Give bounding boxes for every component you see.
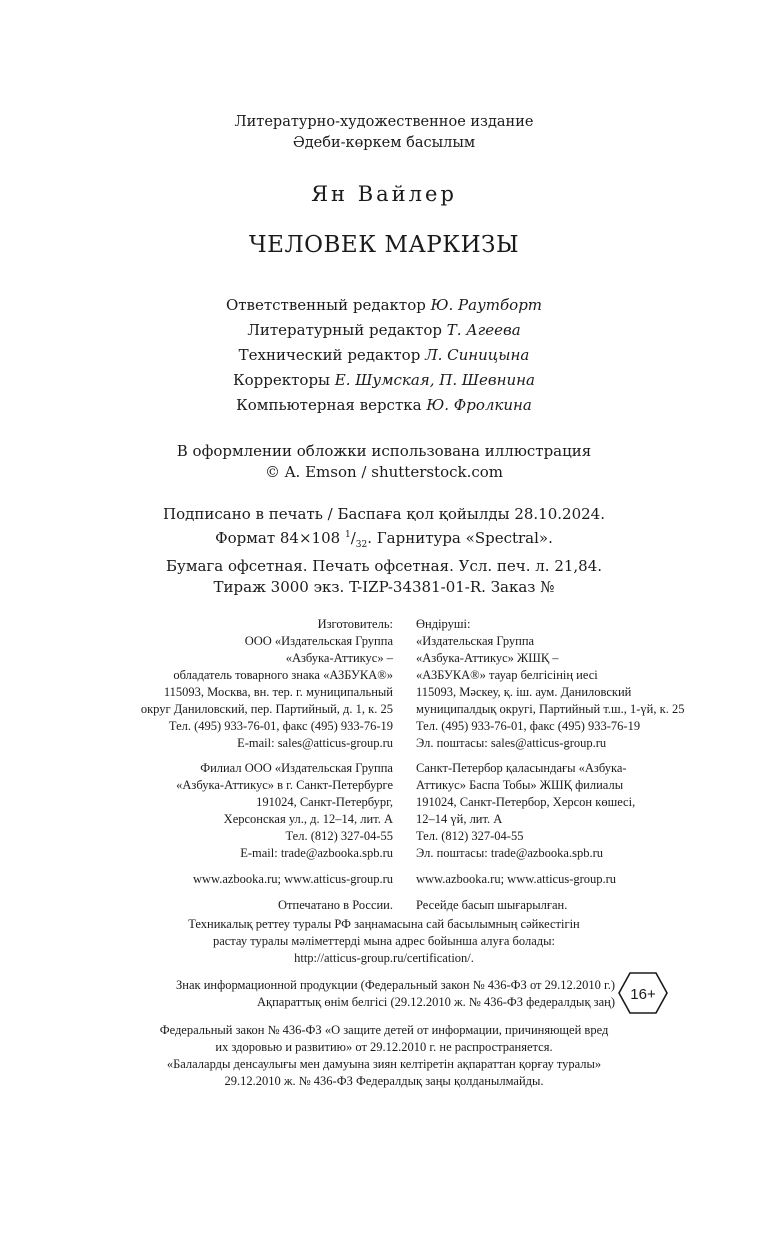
print-paper: Бумага офсетная. Печать офсетная. Усл. печ. л. 21,84. bbox=[165, 557, 603, 575]
print-format: Формат 84×108 $^1/_{32}$. Гарнитура «Spectral». bbox=[215, 529, 553, 550]
federal-law-line: Федеральный закон № 436-ФЗ «О защите детей от информации, причиняющей вред bbox=[159, 1023, 609, 1037]
manufacturer-line: Изготовитель: bbox=[317, 617, 393, 631]
publisher-column-kz bbox=[416, 616, 716, 914]
certification-url: http://atticus-group.ru/certification/. bbox=[294, 951, 474, 965]
editor-name: Ю. Фролкина bbox=[426, 396, 532, 414]
branch-line: «Азбука-Аттикус» в г. Санкт-Петербурге bbox=[176, 778, 393, 792]
federal-law-line: их здоровью и развитию» от 29.12.2010 г. не распространяется. bbox=[215, 1040, 553, 1054]
branch-line: 191024, Санкт-Петербург, bbox=[256, 795, 393, 809]
editor-line bbox=[0, 293, 768, 318]
info-product-sign bbox=[140, 977, 615, 1011]
websites: www.azbooka.ru; www.atticus-group.ru bbox=[416, 872, 617, 886]
manufacturer-line: «Азбука-Аттикус» ЖШҚ – bbox=[416, 651, 559, 665]
editor-line bbox=[0, 393, 768, 418]
format-frac-num: 1 bbox=[344, 530, 351, 540]
branch-line: Тел. (812) 327-04-55 bbox=[285, 829, 393, 843]
cover-credit bbox=[0, 441, 768, 483]
format-font: . Гарнитура «Spectral». bbox=[367, 529, 553, 547]
branch-email: Эл. поштасы: trade@azbooka.spb.ru bbox=[416, 846, 604, 860]
editor-role: Технический редактор bbox=[238, 346, 421, 364]
editor-line bbox=[0, 343, 768, 368]
manufacturer-line: муниципалдық округі, Партийный т.ш., 1-үй, к. 25 bbox=[416, 702, 685, 716]
certification-note bbox=[0, 916, 768, 967]
author-name: Ян Вайлер bbox=[311, 182, 457, 206]
editor-line bbox=[0, 368, 768, 393]
age-rating-icon bbox=[617, 971, 669, 1015]
format-text: Формат 84×108 bbox=[215, 529, 345, 547]
print-signed: Подписано в печать / Баспаға қол қойылды 28.10.2024. bbox=[163, 505, 605, 523]
book-title: ЧЕЛОВЕК МАРКИЗЫ bbox=[248, 232, 520, 258]
editor-role: Литературный редактор bbox=[247, 321, 442, 339]
manufacturer-line: Өндіруші: bbox=[416, 617, 471, 631]
branch-line: Тел. (812) 327-04-55 bbox=[416, 829, 524, 843]
edition-type-ru: Литературно-художественное издание bbox=[234, 114, 534, 130]
manufacturer-line: «АЗБУКА®» тауар белгісінің иесі bbox=[416, 668, 598, 682]
editor-name: Е. Шумская, П. Шевнина bbox=[334, 371, 535, 389]
editor-role: Ответственный редактор bbox=[225, 296, 426, 314]
edition-type-kz: Әдеби-көркем басылым bbox=[292, 135, 476, 151]
editor-name: Т. Агеева bbox=[446, 321, 521, 339]
manufacturer-line: «Азбука-Аттикус» – bbox=[285, 651, 393, 665]
editor-name: Л. Синицына bbox=[425, 346, 530, 364]
cover-credit-source: © A. Emson / shutterstock.com bbox=[264, 463, 504, 481]
cover-credit-line: В оформлении обложки использована иллюстрация bbox=[176, 442, 592, 460]
federal-law-note bbox=[0, 1022, 768, 1090]
age-rating-label: 16+ bbox=[630, 986, 656, 1003]
branch-line: 12–14 үй, лит. А bbox=[416, 812, 503, 826]
branch-line: 191024, Санкт-Петербор, Херсон көшесі, bbox=[416, 795, 636, 809]
manufacturer-line: «Издательская Группа bbox=[416, 634, 535, 648]
print-details bbox=[0, 504, 768, 598]
branch-line: Херсонская ул., д. 12–14, лит. А bbox=[223, 812, 393, 826]
info-sign-ru: Знак информационной продукции (Федеральный закон № 436-ФЗ от 29.12.2010 г.) bbox=[176, 978, 615, 992]
branch-email: E-mail: trade@azbooka.spb.ru bbox=[240, 846, 393, 860]
editor-role: Корректоры bbox=[233, 371, 330, 389]
editor-role: Компьютерная верстка bbox=[236, 396, 422, 414]
federal-law-line: «Балаларды денсаулығы мен дамуына зиян келтіретін ақпараттан қорғау туралы» bbox=[166, 1057, 602, 1071]
websites: www.azbooka.ru; www.atticus-group.ru bbox=[192, 872, 393, 886]
editor-name: Ю. Раутборт bbox=[430, 296, 543, 314]
print-run: Тираж 3000 экз. T-IZP-34381-01-R. Заказ № bbox=[213, 578, 555, 596]
printed-in: Ресейде басып шығарылған. bbox=[416, 898, 568, 912]
edition-type bbox=[0, 112, 768, 154]
manufacturer-line: ООО «Издательская Группа bbox=[244, 634, 393, 648]
manufacturer-email: Эл. поштасы: sales@atticus-group.ru bbox=[416, 736, 607, 750]
manufacturer-email: E-mail: sales@atticus-group.ru bbox=[237, 736, 393, 750]
editors-list bbox=[0, 293, 768, 418]
printed-in: Отпечатано в России. bbox=[278, 898, 393, 912]
info-sign-kz: Ақпараттық өнім белгісі (29.12.2010 ж. № 436-ФЗ федералдық заң) bbox=[257, 995, 615, 1009]
manufacturer-line: округ Даниловский, пер. Партийный, д. 1, к. 25 bbox=[140, 702, 393, 716]
manufacturer-line: обладатель товарного знака «АЗБУКА®» bbox=[173, 668, 393, 682]
manufacturer-line: 115093, Мәскеу, қ. іш. аум. Даниловский bbox=[416, 685, 632, 699]
publisher-column-ru bbox=[120, 616, 393, 914]
format-frac-den: 32 bbox=[355, 540, 368, 550]
federal-law-line: 29.12.2010 ж. № 436-ФЗ Федералдық заңы қолданылмайды. bbox=[224, 1074, 544, 1088]
manufacturer-line: Тел. (495) 933-76-01, факс (495) 933-76-19 bbox=[416, 719, 641, 733]
branch-line: Филиал ООО «Издательская Группа bbox=[200, 761, 393, 775]
certification-line: растау туралы мәліметтерді мына адрес бойынша алуға болады: bbox=[212, 934, 556, 948]
editor-line bbox=[0, 318, 768, 343]
manufacturer-line: Тел. (495) 933-76-01, факс (495) 933-76-19 bbox=[168, 719, 393, 733]
manufacturer-line: 115093, Москва, вн. тер. г. муниципальный bbox=[163, 685, 393, 699]
branch-line: Аттикус» Баспа Тобы» ЖШҚ филиалы bbox=[416, 778, 624, 792]
branch-line: Санкт-Петербор қаласындағы «Азбука- bbox=[416, 761, 627, 775]
certification-line: Техникалық реттеу туралы РФ заңнамасына сай басылымның сәйкестігін bbox=[188, 917, 580, 931]
